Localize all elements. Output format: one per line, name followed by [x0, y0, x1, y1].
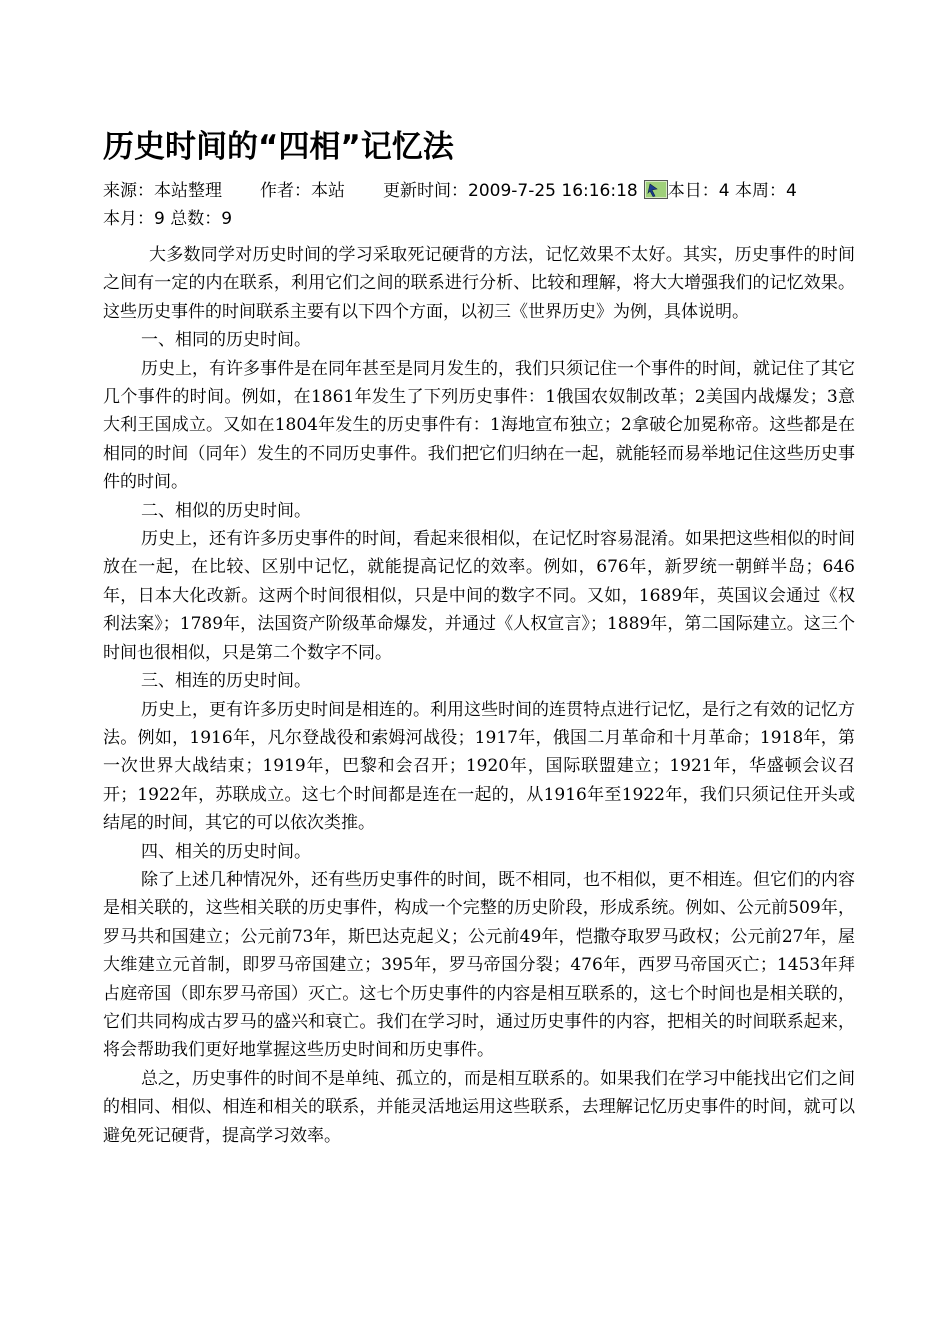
- section-heading-same: 一、相同的历史时间。: [141, 330, 311, 351]
- article: [103, 125, 855, 1150]
- stats-today-week: 本日：4 本周：4: [667, 181, 797, 201]
- update-time: 更新时间：2009-7-25 16:16:18: [383, 181, 638, 201]
- author-label: 作者：本站: [260, 181, 345, 201]
- paragraph-conclusion: 总之，历史事件的时间不是单纯、孤立的，而是相互联系的。如果我们在学习中能找出它们之间的相同、相似、相连和相关的联系，并能灵活地运用这些联系，去理解记忆历史事件的时间，就可以避免死记硬背，提高学习效率。: [103, 1068, 855, 1146]
- paragraph-connected: 历史上，更有许多历史时间是相连的。利用这些时间的连贯特点进行记忆，是行之有效的记忆方法。例如，1916年，凡尔登战役和索姆河战役；1917年，俄国二月革命和十月革命；1918年，第一次世界大战结束；1919年，巴黎和会召开；1920年，国际联盟建立；1921年，华盛顿会议召开；1922年，苏联成立。这七个时间都是连在一起的，从1916年至1922年，我们只须记住开头或结尾的时间，其它的可以依次类推。: [103, 699, 855, 834]
- paragraph-similar: 历史上，还有许多历史事件的时间，看起来很相似，在记忆时容易混淆。如果把这些相似的时间放在一起，在比较、区别中记忆，就能提高记忆的效率。例如，676年，新罗统一朝鲜半岛；646年，日本大化改新。这两个时间很相似，只是中间的数字不同。又如，1689年，英国议会通过《权利法案》；1789年，法国资产阶级革命爆发，并通过《人权宣言》；1889年，第二国际建立。这三个时间也很相似，只是第二个数字不同。: [103, 529, 855, 663]
- article-meta: [103, 177, 855, 233]
- article-title: 历史时间的“四相”记忆法: [103, 129, 454, 165]
- section-heading-related: 四、相关的历史时间。: [141, 841, 311, 862]
- paragraph-intro: 大多数同学对历史时间的学习采取死记硬背的方法，记忆效果不太好。其实，历史事件的时间之间有一定的内在联系，利用它们之间的联系进行分析、比较和理解，将大大增强我们的记忆效果。这些历史事件的时间联系主要有以下四个方面，以初三《世界历史》为例，具体说明。: [103, 245, 855, 322]
- section-heading-connected: 三、相连的历史时间。: [141, 671, 311, 692]
- source-label: 来源：本站整理: [103, 181, 222, 201]
- paragraph-same: 历史上，有许多事件是在同年甚至是同月发生的，我们只须记住一个事件的时间，就记住了其它几个事件的时间。例如，在1861年发生了下列历史事件：1俄国农奴制改革；2美国内战爆发；3意大利王国成立。又如在1804年发生的历史事件有：1海地宣布独立；2拿破仑加冕称帝。这些都是在相同的时间（同年）发生的不同历史事件。我们把它们归纳在一起，就能轻而易举地记住这些历史事件的时间。: [103, 358, 855, 493]
- section-heading-similar: 二、相似的历史时间。: [141, 500, 311, 521]
- stats-month-total: 本月：9 总数：9: [103, 209, 233, 229]
- visit-counter-icon: [644, 180, 668, 199]
- paragraph-related: 除了上述几种情况外，还有些历史事件的时间，既不相同，也不相似，更不相连。但它们的内容是相关联的，这些相关联的历史事件，构成一个完整的历史阶段，形成系统。例如、公元前509年，罗马共和国建立；公元前73年，斯巴达克起义；公元前49年，恺撒夺取罗马政权；公元前27年，屋大维建立元首制，即罗马帝国建立；395年，罗马帝国分裂；476年，西罗马帝国灭亡；1453年拜占庭帝国（即东罗马帝国）灭亡。这七个历史事件的内容是相互联系的，这七个时间也是相关联的，它们共同构成古罗马的盛兴和衰亡。我们在学习时，通过历史事件的内容，把相关的时间联系起来，将会帮助我们更好地掌握这些历史时间和历史事件。: [103, 869, 855, 1061]
- article-body: [103, 241, 855, 1150]
